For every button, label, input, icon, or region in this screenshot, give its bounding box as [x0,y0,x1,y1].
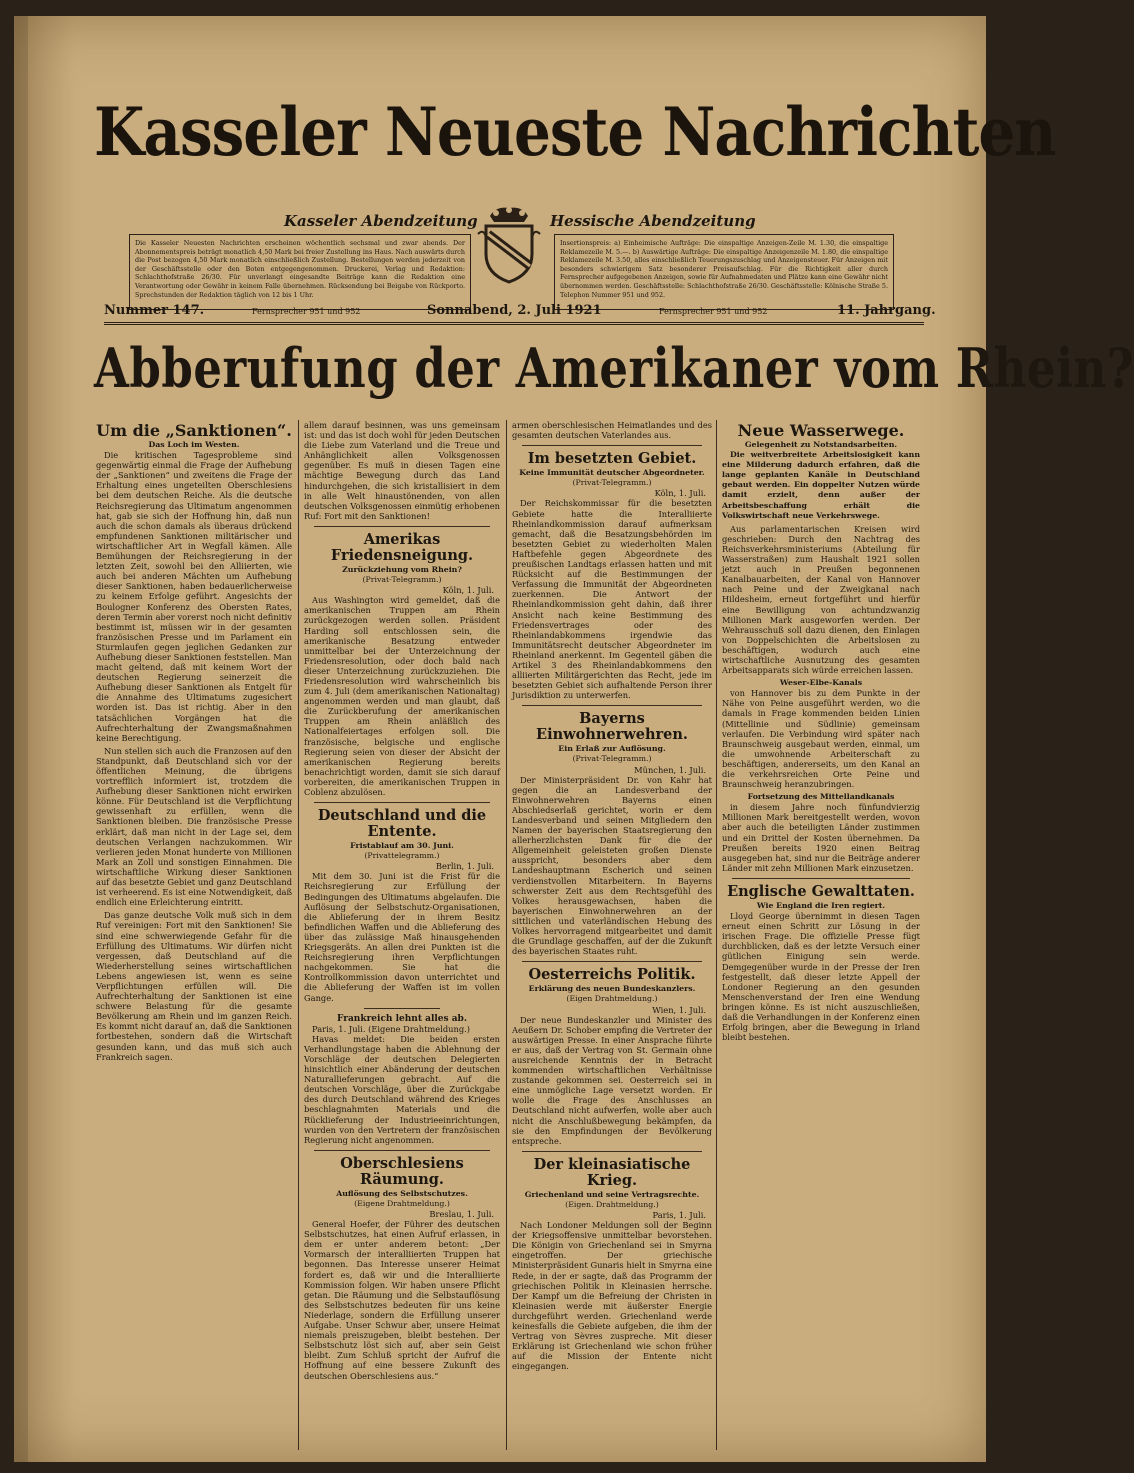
divider [522,705,702,706]
article-continuation: armen oberschlesischen Heimatlandes und des gesamten deutschen Vaterlandes aus. [512,420,712,441]
article-paragraph: General Hoefer, der Führer des deutschen Selbstschutzes, hat einen Aufruf erlassen, in dem er unter anderem betont: „Der Vormarsch der interalliierten Truppen hat begonnen. Das Interesse unserer Heimat fordert es, daß wir und die Interalliierte Kommission folgen. Wir haben unsere Pflicht getan. Die Räumung und die Selbstauflösung des Selbstschutzes bedeuten für uns keine Niederlage, sondern die Erfüllung unserer Aufgabe. Unser Schwur aber, unsere Heimat niemals preiszugeben, bleibt bestehen. Der Selbstschutz löst sich auf, aber sein Geist bleibt. Zum Schluß spricht der Aufruf die Hoffnung auf eine bessere Zukunft des deutschen Oberschlesiens aus.“ [304,1219,500,1381]
article-paragraph: Aus parlamentarischen Kreisen wird geschrieben: Durch den Nachtrag des Reichsverkehrsministeriums (Abteilung für Wasserstraßen) zum Haushalt 1921 sollen jetzt auch in Preußen begonnenen Kanalbauarbeiten, der Kanal von Hannover nach Peine und der Zweigkanal nach Hildesheim, erneut fortgeführt und hierfür eine Bewilligung von achtundzwanzig Millionen Mark ausgeworfen werden. Der Wehrausschuß soll dazu dienen, den Einlagen von Doppelschichten die Arbeitslosen zu beschäftigen, wodurch auch eine wirtschaftliche Ausnutzung des gesamten Arbeitsapparats sich würde erreichen lassen. [722,523,920,676]
dateline [104,300,936,325]
divider [522,961,702,962]
article-paragraph: Aus Washington wird gemeldet, daß die amerikanischen Truppen am Rhein zurückgezogen werden sollen. Präsident Harding soll entschlossen sein, die amerikanische Besatzung entweder unmittelbar bei der Unterzeichnung der Friedensresolution, oder doch bald nach dieser Unterzeichnung zurückzuziehen. Die Friedensresolution wird wahrscheinlich bis zum 4. Juli (dem amerikanischen Nationaltag) angenommen werden und man glaubt, daß die Zurückberufung der amerikanischen Truppen am Rhein anläßlich des Nationalfeiertages erfolgen soll. Die französische, belgische und englische Regierung seien von dieser der Absicht der amerikanischen Regierung bereits benachrichtigt worden, damit sie sich darauf vorbereiten, die amerikanischen Truppen in Coblenz abzulösen. [304,595,500,797]
article-subtitle: Das Loch im Westen. [148,440,240,449]
article-paragraph: Der Reichskommissar für die besetzten Gebiete hatte die Interalliierte Rheinlandkommission darauf aufmerksam gemacht, daß die Besatzungsbehörden im besetzten Gebiet zu wiederholten Malen Haftbefehle gegen Abgeordnete des preußischen Landtags erlassen hatten und mit Rücksicht auf die Bestimmungen der Verfassung die Immunität der Abgeordneten zuerkennen. Die Antwort der Rheinlandkommission geht dahin, daß ihrer Ansicht nach keine Bestimmung des Friedensvertrages oder des Rheinlandabkommens irgendwie das Immunitätsrecht deutscher Abgeordneter im Rheinland anerkennt. Im Gegenteil gäben die Artikel 3 des Rheinlandabkommens den alliierten Militärgerichten das Recht, jede im besetzten Gebiet sich aufhaltende Person ihrer Jurisdiktion zu unterwerfen. [512,498,712,701]
masthead-subtitle-right: Hessische Abendzeitung [550,212,756,230]
press-source: (Privat-Telegramm.) [572,754,652,764]
article-paragraph: Nach Londoner Meldungen soll der Beginn der Kriegsoffensive unmittelbar bevorstehen. Die Königin von Griechenland sei in Smyrna eingetroffen. Der griechische Ministerpräsident Gunaris hielt in Smyrna eine Rede, in der er sagte, daß das Programm der griechischen Politik in Kleinasien herrsche. Der Kampf um die Befreiung der Christen in Kleinasien werde mit äußerster Energie durchgeführt werden. Griechenland werde keinesfalls die Gebiete aufgeben, die ihm der Vertrag von Sèvres zuspreche. Mit dieser Erklärung ist Griechenland wie schon früher auf die Mission der Entente nicht eingegangen. [512,1220,712,1372]
divider [364,1008,440,1009]
newspaper-page [14,16,1134,1462]
divider [732,878,910,879]
article-paragraph: Der Ministerpräsident Dr. von Kahr hat gegen die an Landesverband der Einwohnerwehren Bayerns einen Abschiedserlaß gerichtet, worin er dem Landesverband und seinen Mitgliedern den Namen der bayerischen Staatsregierung den allerherzlichsten Dank für die der Allgemeinheit geleisteten großen Dienste ausspricht, besonders aber dem Landeshauptmann Escherich und seinen verdienstvollen Mitarbeitern. In Bayerns schwerster Zeit aus dem Rechtsgefühl des Volkes herausgewachsen, haben die bayerischen Einwohnerwehren an der sittlichen und vaterländischen Hebung des Volkes hervorragend mitgearbeitet und damit die Grundlage geschaffen, auf der die Zukunft des bayerischen Staates ruht. [512,774,712,957]
article-subtitle: Auflösung des Selbstschutzes. [336,1188,468,1198]
divider [522,445,702,446]
column-rule [506,420,507,1450]
column-1 [96,420,292,1450]
article-title-besetzt: Im besetzten Gebiet. [527,450,697,468]
dateline-location: Wien, 1. Juli. [652,1004,706,1015]
dateline-location: Berlin, 1. Juli. [435,861,494,872]
phone-right: Fernsprecher 951 und 952 [659,307,768,316]
article-paragraph: Die kritischen Tagesprobleme sind gegenwärtig einmal die Frage der Aufhebung der „Sanktionen“ und zweitens die Frage der Erhaltung eines ungeteilten Oberschlesiens bei dem deutschen Reiche. Als die deutsche Reichsregierung das Ultimatum angenommen hat, gab sie sich der Hoffnung hin, daß nun auch die schon damals als überaus drückend empfundenen Sanktionen militärischer und wirtschaftlicher Art in Wegfall kämen. Alle Bemühungen der Reichsregierung in der letzten Zeit, sowohl bei den Alliierten, wie auch bei anderen Mächten um Aufhebung dieser Sanktionen, haben bedauerlicherweise zu keinem Erfolge geführt. Angesichts der Boulogner Konferenz des Obersten Rates, deren Termin aber vorerst noch nicht definitiv bestimmt ist, müssen wir in der gesamten französischen Presse und im Parlament ein Sturmlaufen gegen jeglichen Gedanken zur Aufhebung dieser Sanktionen feststellen. Man macht geltend, daß mit keinem Wort der deutschen Regierung seinerzeit die Aufhebung dieser Sanktionen als Entgelt für die Annahme des Ultimatums zugesichert worden ist. Das ist richtig. Aber in den tatsächlichen Vorgängen hat die Aufrechterhaltung der Zwangsmaßnahmen keine Berechtigung. [96,450,292,743]
article-subtitle: Erklärung des neuen Bundeskanzlers. [528,984,696,994]
press-source: (Eigen. Drahtmeldung.) [565,1199,659,1209]
article-title-amerika: Amerikas Friedensneigung. [330,530,474,564]
article-paragraph: von Hannover bis zu dem Punkte in der Nähe von Peine ausgeführt werden, wo die damals in Frage kommenden beiden Linien (Mittellinie und Südlinie) gemeinsam verlaufen. Die Verbindung wird später nach Braunschweig ausgebaut werden, einmal, um die umwohnende Arbeiterschaft zu beschäftigen, andererseits, um den Kanal an die verkehrsreichen Orte Peine und Braunschweig heranzubringen. [722,688,920,790]
volume-year: 11. Jahrgang. [837,303,936,318]
divider [314,802,490,803]
article-paragraph: Mit dem 30. Juni ist die Frist für die Reichsregierung zur Erfüllung der Bedingungen des Ultimatums abgelaufen. Die Auflösung der Selbstschutz-Organisationen, die Ablieferung der in ihrem Besitz befindlichen Waffen und die Ablieferung des über das zulässige Maß hinausgehenden Kriegsgeräts. An allen drei Punkten ist die Reichsregierung ihren Verpflichtungen nachgekommen. Sie hat die Kontrollkommission davon unterrichtet und die Ablieferung der Waffen ist im vollen Gange. [304,871,500,1003]
divider [522,1151,702,1152]
article-subtitle: Fristablauf am 30. Juni. [350,841,454,851]
page-shadow [14,16,28,1462]
article-subtitle: Griechenland und seine Vertragsrechte. [524,1189,700,1199]
article-subtitle: Zurückziehung vom Rhein? [342,564,462,574]
article-title-wasserwege: Neue Wasserwege. [737,421,905,440]
advertising-info: Insertionspreis: a) Einheimische Aufträge: Die einspaltige Anzeigen-Zeile M. 1.30, die einspaltige Reklamezeile M. 5.—. b) Auswärtige Aufträge: Die einspaltige Anzeigenzeile M. 1.80, die einspaltige Reklamezeile M. 3.50, alles einschließlich Teuerungszuschlag und Anzeigensteuer. Für Anzeigen mit besonders schwierigem Satz besonderer Preisaufschlag. Für die Richtigkeit aller durch Fernsprecher aufgegebenen Anzeigen, sowie für Aufnahmedaten und Plätze kann eine Gewähr nicht übernommen werden. Geschäftsstelle: Schlachthofstraße 26/30. Geschäftsstelle: Kölnische Straße 5. Telephon Nummer 951 und 952. [554,234,894,310]
article-title-england: Englische Gewalttaten. [727,882,915,900]
column-3 [512,420,712,1450]
article-intro: Die weitverbreitete Arbeitslosigkeit kann eine Milderung dadurch erfahren, daß die lange geplanten Kanäle in Deutschland gebaut werden. Ein doppelter Nutzen würde damit erzielt, denn außer der Arbeitsbeschaffung erhält die Volkswirtschaft neue Verkehrswege. [722,450,920,520]
issue-number: Nummer 147. [104,303,205,318]
masthead-title: Kasseler Neueste Nachrichten [94,92,1056,172]
issue-date: Sonnabend, 2. Juli 1921 [427,303,602,318]
article-subtitle: Keine Immunität deutscher Abgeordneter. [519,468,705,478]
article-subtitle: Ein Erlaß zur Auflösung. [558,744,666,754]
coat-of-arms-icon [476,204,542,284]
dateline-location: Köln, 1. Juli. [654,488,706,499]
column-rule [716,420,717,1450]
press-source: (Privat-Telegramm.) [572,478,652,488]
article-paragraph: Das ganze deutsche Volk muß sich in dem Ruf vereinigen: Fort mit den Sanktionen! Sie sind eine schwerwiegende Gefahr für die Erfüllung des Ultimatums. Wir dürfen nicht vergessen, daß Deutschland auf die Wiederherstellung seines wirtschaftlichen Lebens angewiesen ist, wenn es seine Verpflichtungen erfüllen will. Die Aufrechterhaltung der Sanktionen ist eine schwere Belastung für die gesamte Bevölkerung am Rhein und im ganzen Reich. Es kommt nicht darauf an, daß die Sanktionen fortbestehen, sondern daß die Wirtschaft gesunden kann, und das muß sich auch Frankreich sagen. [96,910,292,1062]
divider [314,526,490,527]
column-4 [722,420,920,1450]
article-title-sanktionen: Um die „Sanktionen“. [96,421,292,440]
article-subtitle: Wie England die Iren regiert. [756,900,886,910]
dateline-location: München, 1. Juli. [634,764,706,775]
divider [314,1150,490,1151]
dateline-location: Köln, 1. Juli. [442,585,494,596]
article-title-oesterreich: Oesterreichs Politik. [528,966,696,984]
column-2 [304,420,500,1450]
article-paragraph: Havas meldet: Die beiden ersten Verhandlungstage haben die Ablehnung der Vorschläge der deutschen Delegierten hinsichtlich einer Abänderung der deutschen Naturallieferungen gebracht. Auf die deutschen Vorschläge, über die Zurückgabe des durch Deutschland während des Krieges beschlagnahmten Materials und die Rücklieferung der Industrieeinrichtungen, wurden von den Vertretern der französischen Regierung nicht angenommen. [304,1033,500,1145]
dateline-location: Paris, 1. Juli. [652,1210,706,1220]
article-title-oberschlesien: Oberschlesiens Räumung. [340,1154,464,1188]
masthead-subtitle-left: Kasseler Abendzeitung [284,212,478,230]
article-title-entente: Deutschland und die Entente. [317,807,487,841]
article-title-bayern: Bayerns Einwohnerwehren. [536,710,688,744]
press-source: (Eigen Drahtmeldung.) [566,994,658,1004]
column-rule [298,420,299,1450]
article-subtitle: Gelegenheit zu Notstandsarbeiten. [744,440,898,449]
article-paragraph: Der neue Bundeskanzler und Minister des Aeußern Dr. Schober empfing die Vertreter der auswärtigen Presse. In einer Ansprache führte er aus, daß der Vertrag von St. Germain ohne ausreichende Kenntnis der in Betracht kommenden wirtschaftlichen Verhältnisse zustande gekommen sei. Oesterreich sei in eine unmögliche Lage versetzt worden. Er wolle die Frage des Anschlusses an Deutschland nicht aufwerfen, wolle aber auch nicht die Anschlußbewegung bekämpfen, da sie den Empfindungen der Bevölkerung entspreche. [512,1014,712,1146]
article-paragraph: Nun stellen sich auch die Franzosen auf den Standpunkt, daß Deutschland sich vor der öffentlichen Meinung, die übrigens vortrefflich informiert ist, trotzdem die Aufhebung dieser Sanktionen nicht erwirken könne. Für Deutschland ist die Verpflichtung gewissenhaft zu erfüllen, wenn die Sanktionen bleiben. Die französische Presse erklärt, daß man nicht in der Lage sei, dem deutschen Verlangen nachzukommen. Wir verlieren jeden Monat hunderte von Millionen Mark an Zoll und sonstigen Einnahmen. Die wirtschaftliche Wirkung dieser Sanktionen auf das besetzte Gebiet und ganz Deutschland ist verheerend. Es ist eine Notwendigkeit, daß endlich eine Erleichterung eintritt. [96,745,292,908]
press-source: (Privattelegramm.) [364,851,440,861]
dateline-location: Breslau, 1. Juli. [429,1209,494,1219]
article-continuation: allem darauf besinnen, was uns gemeinsam ist: und das ist doch wohl für jeden Deutschen die Liebe zum Vaterland und die Treue und Anhänglichkeit allen Volksgenossen gegenüber. Es muß in diesen Tagen eine mächtige Bewegung durch das Land hindurchgehen, die sich kristallisiert in dem in alle Welt hinaustönenden, von allen deutschen Volksgenossen einmütig erhobenen Ruf: Fort mit den Sanktionen! [304,420,500,521]
article-paragraph: Lloyd George übernimmt in diesen Tagen erneut einen Schritt zur Lösung in der irischen Frage. Die offizielle Presse fügt durchblicken, daß es der letzte Versuch einer gütlichen Einigung sein werde. Demgegenüber wurde in der Presse der Iren festgestellt, daß dieser letzte Appell der Londoner Regierung an den gesunden Menschenverstand der Iren eine Wendung bringen könne. Es ist nicht auszuschließen, daß die Verhandlungen in der Konferenz einen Erfolg bringen, aber die Bewegung in Irland bleibt bestehen. [722,911,920,1043]
subscription-info: Die Kasseler Neuesten Nachrichten erscheinen wöchentlich sechsmal und zwar abends. Der Abonnementspreis beträgt monatlich 4,50 Mark bei freier Zustellung ins Haus. Nach auswärts durch die Post bezogen 4,50 Mark monatlich einschließlich Zustellung. Bestellungen werden jederzeit von der Geschäftsstelle oder den Boten entgegengenommen. Druckerei, Verlag und Redaktion: Schlachthofstraße 26/30. Für unverlangt eingesandte Beiträge kann die Redaktion eine Verantwortung oder Gewähr in keinem Falle übernehmen. Rücksendung bei Beigabe von Rückporto. Sprechstunden der Redaktion täglich von 12 bis 1 Uhr. [129,234,471,310]
article-paragraph: in diesem Jahre noch fünfundvierzig Millionen Mark bereitgestellt werden, wovon aber auch die beteiligten Länder zustimmen und ein Drittel der Kosten übernehmen. Da Preußen bereits 1920 einen Beitrag ausgegeben hat, sind nur die Beiträge anderer Länder mit zehn Millionen Mark einzusetzen. [722,802,920,873]
press-source: (Eigene Drahtmeldung.) [354,1198,450,1208]
main-headline: Abberufung der Amerikaner vom Rhein? [94,336,1134,401]
article-title-frankreich: Frankreich lehnt alles ab. [336,1013,467,1024]
phone-left: Fernsprecher 951 und 952 [252,307,361,316]
dateline-location: Paris, 1. Juli. (Eigene Drahtmeldung.) [312,1023,471,1034]
section-subheading: Weser-Elbe-Kanals [779,678,863,688]
article-title-kleinasien: Der kleinasiatische Krieg. [533,1155,691,1189]
section-subheading: Fortsetzung des Mittellandkanals [747,792,895,802]
press-source: (Privat-Telegramm.) [362,575,442,585]
